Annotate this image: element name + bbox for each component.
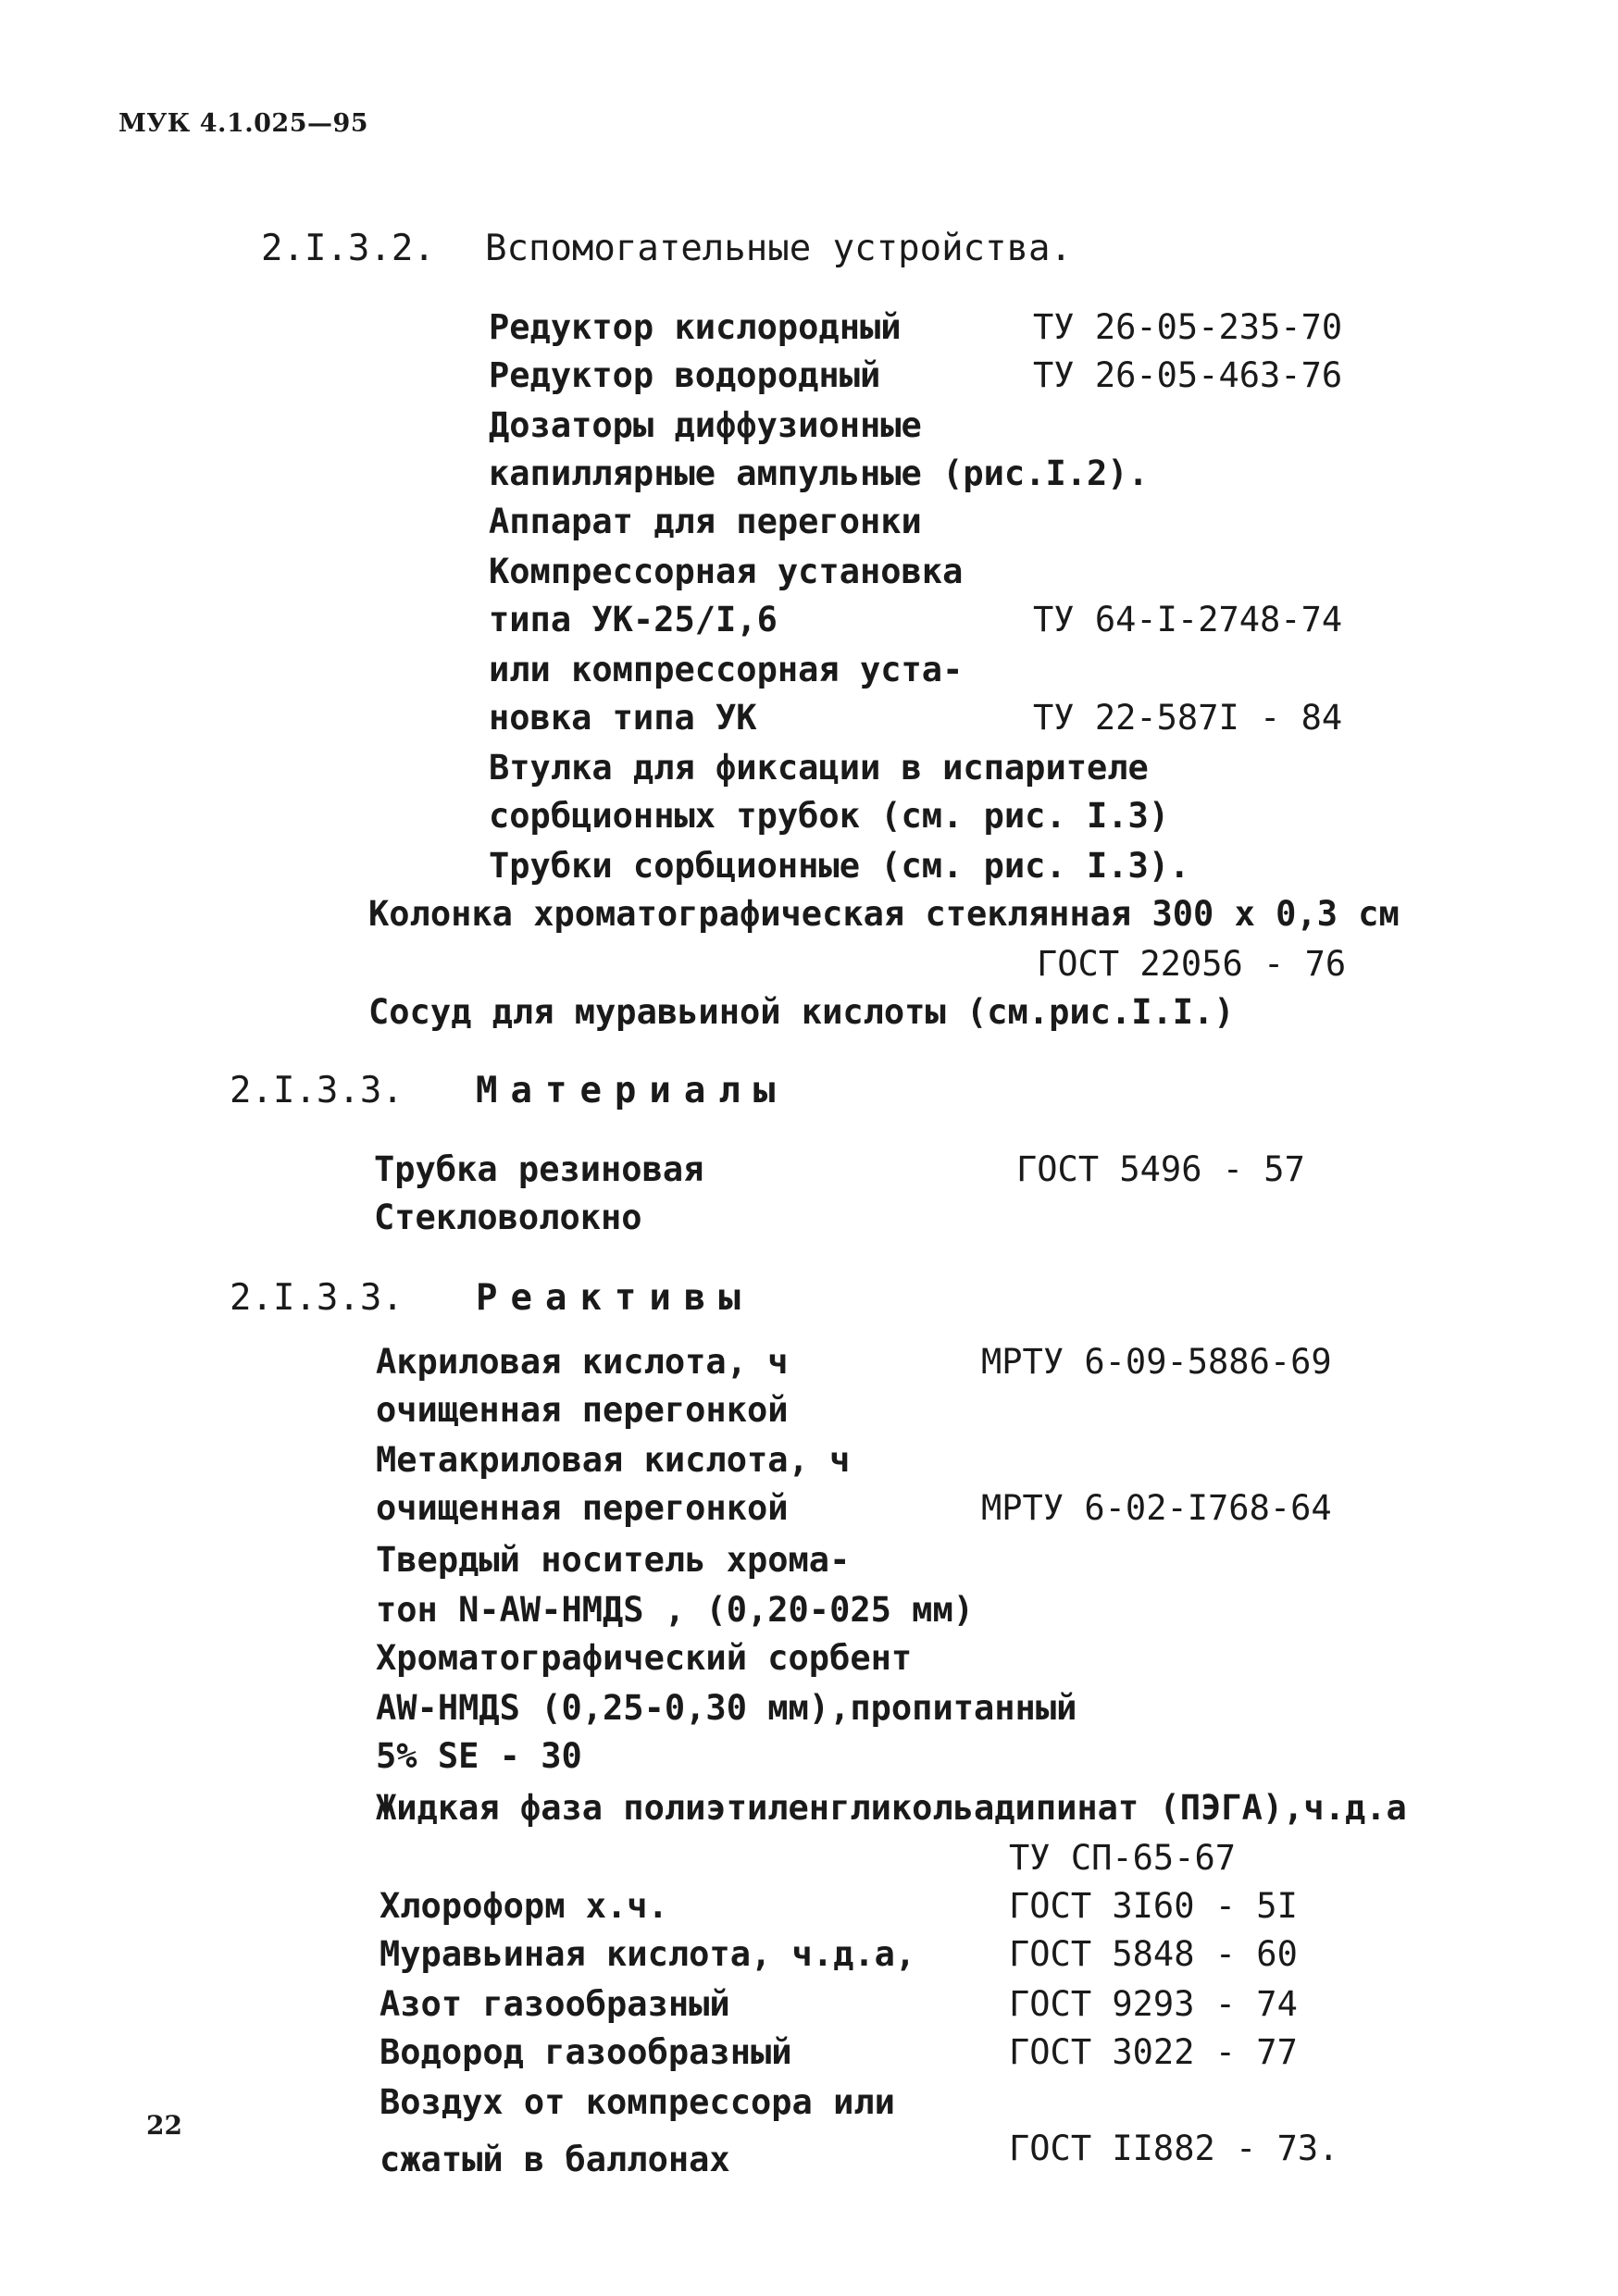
- reagent-item: Метакриловая кислота, ч: [376, 1440, 851, 1480]
- device-item: Трубки сорбционные (см. рис. I.3).: [489, 846, 1190, 886]
- section-title-reagents: Реактивы: [476, 1277, 753, 1319]
- device-item: Втулка для фиксации в испарителе: [489, 748, 1149, 788]
- reagent-spec: ГОСТ II882 - 73.: [1009, 2128, 1339, 2168]
- section-title-devices: Вспомогательные устройства.: [485, 228, 1072, 269]
- material-spec: ГОСТ 5496 - 57: [1016, 1149, 1305, 1189]
- device-item: Сосуд для муравьиной кислоты (см.рис.I.I.): [368, 992, 1235, 1032]
- reagent-item: Хлороформ х.ч.: [380, 1886, 668, 1926]
- material-item: Стекловолокно: [374, 1198, 642, 1237]
- device-item: или компрессорная уста-: [489, 650, 964, 689]
- device-item: Колонка хроматографическая стеклянная 300 х 0,3 см: [368, 894, 1400, 934]
- reagent-item: Муравьиная кислота, ч.д.а,: [380, 1934, 916, 1974]
- document-code-header: МУК 4.1.025—95: [118, 109, 369, 138]
- reagent-spec: ТУ СП-65-67: [1009, 1838, 1237, 1878]
- device-spec: ГОСТ 22056 - 76: [1037, 944, 1347, 984]
- device-item: Компрессорная установка: [489, 552, 964, 591]
- reagent-item: Хроматографический сорбент: [376, 1638, 913, 1678]
- device-spec: ТУ 22-587I - 84: [1033, 698, 1343, 738]
- device-item: новка типа УК: [489, 698, 757, 738]
- material-item: Трубка резиновая: [374, 1149, 704, 1189]
- reagent-spec: ГОСТ 5848 - 60: [1009, 1934, 1298, 1974]
- reagent-item: тон N-AW-НМДS , (0,20-025 мм): [376, 1590, 975, 1630]
- device-item: Редуктор водородный: [489, 355, 881, 395]
- reagent-item: Твердый носитель хрома-: [376, 1540, 851, 1580]
- device-item: сорбционных трубок (см. рис. I.3): [489, 796, 1170, 836]
- reagent-item: сжатый в баллонах: [380, 2140, 730, 2179]
- device-item: Аппарат для перегонки: [489, 502, 922, 541]
- device-item: типа УК-25/I,6: [489, 600, 778, 639]
- device-spec: ТУ 26-05-235-70: [1033, 307, 1343, 347]
- device-spec: ТУ 64-I-2748-74: [1033, 600, 1343, 639]
- reagent-item: Акриловая кислота, ч: [376, 1342, 789, 1382]
- section-title-materials: Материалы: [476, 1070, 789, 1111]
- page-number: 22: [146, 2110, 182, 2141]
- section-number-materials: 2.I.3.3.: [230, 1070, 404, 1111]
- reagent-spec: ГОСТ 3I60 - 5I: [1009, 1886, 1298, 1926]
- reagent-item: Воздух от компрессора или: [380, 2082, 895, 2122]
- device-item: Дозаторы диффузионные: [489, 405, 922, 445]
- reagent-item: 5% SE - 30: [376, 1736, 582, 1776]
- reagent-item: очищенная перегонкой: [376, 1488, 789, 1528]
- device-item: капиллярные ампульные (рис.I.2).: [489, 453, 1149, 493]
- reagent-item: очищенная перегонкой: [376, 1390, 789, 1430]
- device-spec: ТУ 26-05-463-76: [1033, 355, 1343, 395]
- reagent-spec: ГОСТ 9293 - 74: [1009, 1984, 1298, 2024]
- reagent-item: AW-НМДS (0,25-0,30 мм),пропитанный: [376, 1688, 1077, 1728]
- section-number-devices: 2.I.3.2.: [261, 228, 435, 269]
- reagent-spec: МРТУ 6-02-I768-64: [981, 1488, 1332, 1528]
- reagent-item: Жидкая фаза полиэтиленгликольадипинат (ПЭГА),ч.д.а: [376, 1788, 1407, 1828]
- reagent-spec: МРТУ 6-09-5886-69: [981, 1342, 1332, 1382]
- reagent-item: Водород газообразный: [380, 2032, 792, 2072]
- device-item: Редуктор кислородный: [489, 307, 902, 347]
- section-number-reagents: 2.I.3.3.: [230, 1277, 404, 1319]
- reagent-spec: ГОСТ 3022 - 77: [1009, 2032, 1298, 2072]
- reagent-item: Азот газообразный: [380, 1984, 730, 2024]
